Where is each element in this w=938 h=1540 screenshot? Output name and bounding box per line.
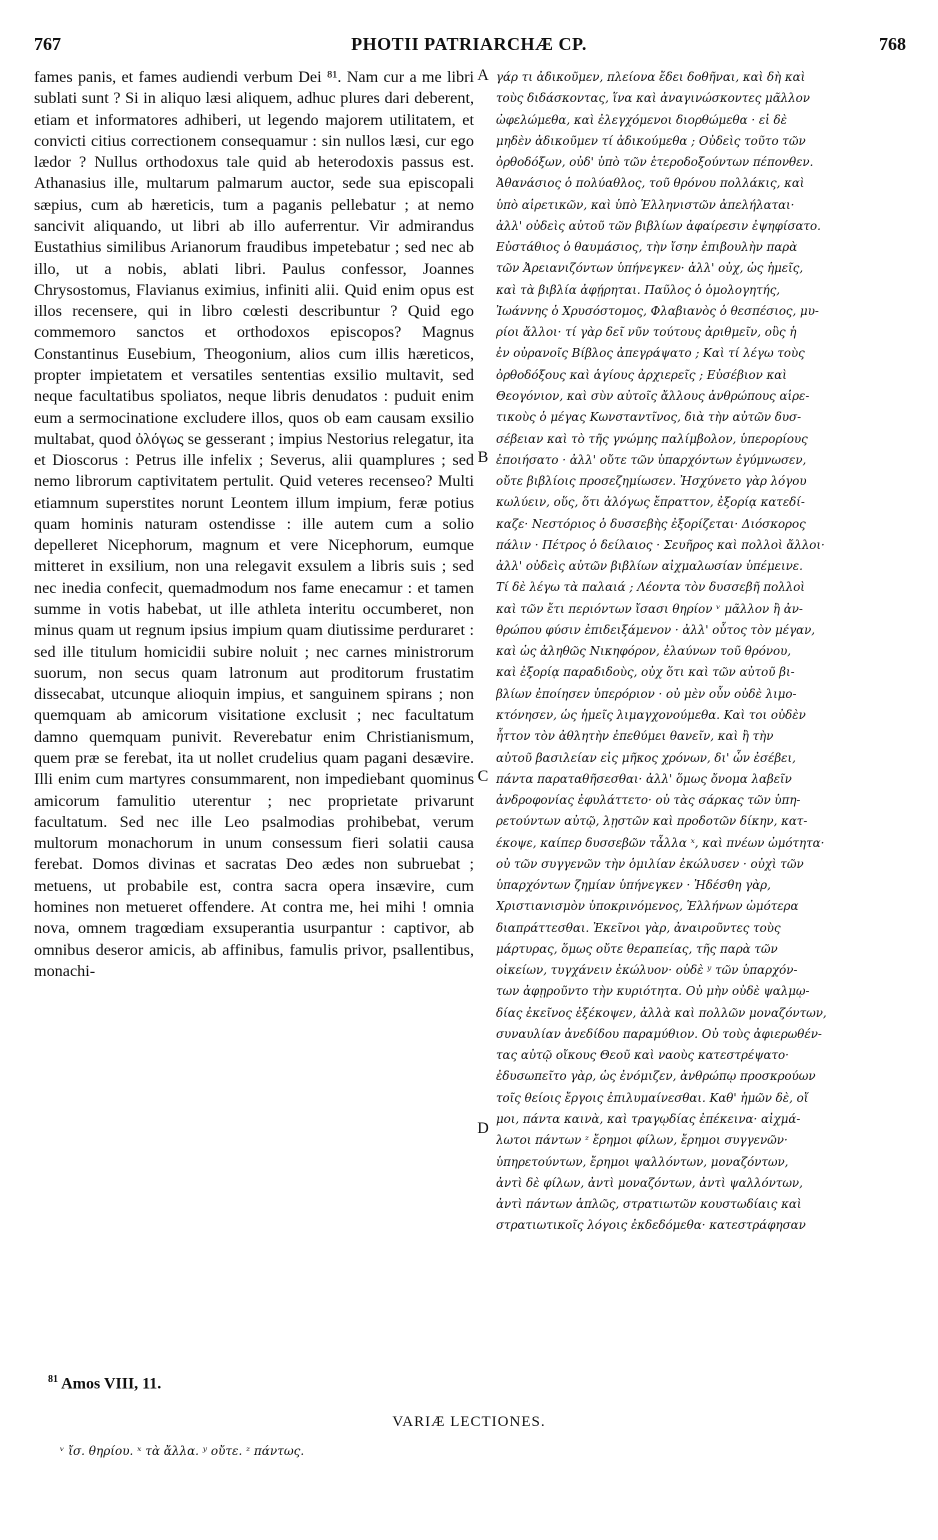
section-marker-c: C bbox=[477, 768, 489, 785]
running-title: PHOTII PATRIARCHÆ CP. bbox=[351, 34, 587, 54]
greek-column bbox=[496, 67, 910, 1237]
greek-line: πάλιν · Πέτρος ὁ δείλαιος · Σευῆρος καὶ πολλοὶ ἄλλοι· bbox=[496, 537, 825, 552]
greek-line: ρετούντων αὐτῷ, λῃστῶν καὶ προδοτῶν δίκην, κατ- bbox=[496, 814, 808, 829]
greek-line: Χριστιανισμὸν ὑποκρινόμενος, Ἑλλήνων ὠμότερα bbox=[496, 899, 799, 914]
footnote-number: 81 bbox=[48, 1374, 58, 1385]
greek-line: οὔτε βιβλίοις προσεζημίωσεν. Ἠσχύνετο γὰρ λόγου bbox=[496, 474, 807, 489]
greek-line: ὀρθοδόξων, οὐδ' ὑπὸ τῶν ἑτεροδοξούντων πέπονθεν. bbox=[496, 155, 814, 170]
variae-lectiones-title: VARIÆ LECTIONES. bbox=[392, 1414, 546, 1430]
greek-line: ὀρθοδόξους καὶ ἁγίους ἀρχιερεῖς ; Εὐσέβιον καὶ bbox=[496, 367, 787, 382]
latin-column: fames panis, et fames audiendi verbum Dei ⁸¹. Nam cur a me libri sublati sunt ? Si in aliquo læsi aliquem, adhuc plures dari deberent, etiam et informatores adhiberi, ut legendo majorem utilitatem, et convicti citius correctionem consequamur : sin nullos læsi, cur ego lædor ? Nullus orthodoxus tale quid ab heterodoxis passus est. Athanasius ille, multarum palmarum auctor, sede sua episcopali sæpius, cum ab hæreticis, tum a paganis pellebatur ; at nemo sancivit aliquando, ut libri ab illo auferrentur. Vir admirandus Eustathius similibus Arianorum fraudibus impetebatur ; sed nec ab illo, ut a nobis, ablati libri. Paulus confessor, Joannes Chrysostomus, Flavianus eximius, infiniti alii. Quid enim opus est illos recensere, qui in libro cœlesti describuntur ? Quid ego commemoro sanctos et orthodoxos episcopos? Magnus Constantinus Eusebium, Theogonium, alios cum illis hæreticos, propter impietatem et versatiles sententias exsilio multavit, sed neque facultatibus spoliatos, neque libris denudatos : puduit enim eum a sermocinatione excludere illos, quos ob eam causam exsilio multabat, quod ὀλόγως se gesserant ; impius Nestorius relegatur, ita et Dioscorus : Petrus ille infelix ; Severus, alii quamplures ; sed nemo librorum captivitatem pertulit. Quid veteres recenseo? Multi etiamnum superstites norunt Leontem illum impium, feræ potius quam hominis naturam ostendisse : ille autem cum a solio depelleret Nicephorum, magnum et vere Nicephorum, eumque mitteret in exsilium, non una relegavit exsulem a libris suis ; sed nec inedia confecit, quemadmodum nos fame enecamur : et tamen summe in votis habebat, ut ille athleta interitu occumberet, non minus quam ut regnum ipsius impium quam diutissime perduraret : sed ille titulum homicidii subire noluit ; nec carnes ministrorum suorum, non secus quam latronum aut proditorum frustatim dissecabat, utcunque alioquin impius, et sanguinem spirans ; non quemquam ab amicorum visitatione exclusit ; nec facultatum damno quemquam punivit. Reverebatur enim Christianismum, quem præ se ferebat, ita ut nollet crudelius quam pagani desævire. Illi enim cum martyres consummarent, non impediebant quominus amicorum famulitio uterentur ; nec proprietate privarunt facultatum. Sed nec ille Leo psalmodias prohibebat, verum multorum monachorum in unum consessum fieri solatii causa ferebat. Domos divinas et sacratas Deo ædes non subruebat ; metuens, ut probabile est, contra sacra opera insævire, cum homines non metueret offendere. At contra me, hei mihi ! omnia nova, omnem tragœdiam exsuperantia usurpantur : captivor, ab omnibus deseror amicis, ab affinibus, famulis privor, psallentibus, monachi- bbox=[34, 68, 474, 980]
greek-line: αὐτοῦ βασιλείαν εἰς μῆκος χρόνων, δι' ὧν ἐσέβει, bbox=[496, 750, 796, 765]
greek-line: ὑπαρχόντων ζημίαν ὑπήνεγκεν · Ἠδέσθη γὰρ, bbox=[496, 878, 771, 893]
greek-line: ἀλλ' οὐδεὶς αὐτοῦ τῶν βιβλίων ἀφαίρεσιν ἐψηφίσατο. bbox=[496, 218, 821, 233]
greek-line: οἰκείων, τυγχάνειν ἐκώλυον· οὐδὲ ʸ τῶν ὑπαρχόν- bbox=[496, 963, 798, 978]
greek-line: ὑπηρετούντων, ἔρημοι ψαλλόντων, μοναζόντων, bbox=[496, 1154, 789, 1169]
greek-line: καὶ τῶν ἔτι περιόντων ἴσασι θηρίον ᵛ μᾶλλον ἢ ἀν- bbox=[496, 601, 803, 616]
greek-line: ἀλλ' οὐδεὶς αὐτῶν βιβλίων αἰχμαλωσίαν ὑπέμεινε. bbox=[496, 559, 803, 574]
greek-line: μοι, πάντα καινὰ, καὶ τραγῳδίας ἐπέκεινα· αἰχμά- bbox=[496, 1112, 801, 1127]
section-marker-a: A bbox=[477, 67, 489, 84]
greek-line: ὑπὸ αἱρετικῶν, καὶ ὑπὸ Ἑλληνιστῶν ἀπελήλαται· bbox=[496, 197, 795, 212]
greek-line: ἐδυσωπεῖτο γὰρ, ὡς ἐνόμιζεν, ἀνθρώπῳ προσκρούων bbox=[496, 1069, 816, 1084]
greek-line: των ἀφῃροῦντο τὴν κυριότητα. Οὐ μὴν οὐδὲ ψαλμῳ- bbox=[496, 984, 810, 999]
greek-line: πάντα παραταθῆσεσθαι· ἀλλ' ὅμως ὄνομα λαβεῖν bbox=[496, 771, 792, 786]
greek-line: τῶν Ἀρειανιζόντων ὑπήνεγκεν· ἀλλ' οὐχ, ὡς ἡμεῖς, bbox=[496, 261, 804, 276]
greek-line: Ἀθανάσιος ὁ πολύαθλος, τοῦ θρόνου πολλάκις, καὶ bbox=[496, 176, 805, 191]
greek-line: ἧττον τὸν ἀθλητὴν ἐπεθύμει θανεῖν, καὶ ἢ τὴν bbox=[496, 729, 774, 744]
greek-line: διαπράττεσθαι. Ἐκεῖνοι γὰρ, ἀναιροῦντες τοὺς bbox=[496, 920, 781, 935]
greek-line: μάρτυρας, ὅμως οὔτε θεραπείας, τῆς παρὰ τῶν bbox=[496, 941, 778, 956]
greek-line: οὐ τῶν συγγενῶν τὴν ὁμιλίαν ἐκώλυσεν · οὐχὶ τῶν bbox=[496, 856, 804, 871]
greek-line: κωλύειν, οὕς, ὅτι ἀλόγως ἔπραττον, ἐξορίᾳ κατεδί- bbox=[496, 495, 805, 510]
greek-line: καζε· Νεστόριος ὁ δυσσεβὴς ἐξορίζεται· Διόσκορος bbox=[496, 516, 806, 531]
greek-line: τοὺς διδάσκοντας, ἵνα καὶ ἀναγινώσκοντες μᾶλλον bbox=[496, 91, 810, 106]
greek-line: τοῖς θείοις ἔργοις ἐπιλυμαίνεσθαι. Καθ' ἡμῶν δὲ, οἴ bbox=[496, 1090, 809, 1105]
greek-line: Τί δὲ λέγω τὰ παλαιά ; Λέοντα τὸν δυσσεβῆ πολλοὶ bbox=[496, 580, 805, 595]
greek-line: Ἰωάννης ὁ Χρυσόστομος, Φλαβιανὸς ὁ θεσπέσιος, μυ- bbox=[496, 303, 819, 318]
variae-lectiones-text: ᵛ ἴσ. θηρίου. ˣ τὰ ἄλλα. ʸ οὔτε. ᶻ πάντως. bbox=[60, 1444, 305, 1458]
greek-line: τας αὐτῷ οἴκους Θεοῦ καὶ ναοὺς κατεστρέψατο· bbox=[496, 1048, 789, 1063]
greek-line: σέβειαν καὶ τὸ τῆς γνώμης παλίμβολον, ὑπερορίους bbox=[496, 431, 808, 446]
greek-line: βλίων ἐποίησεν ὑπερόριον · οὐ μὲν οὖν οὐδὲ λιμο- bbox=[496, 686, 797, 701]
greek-line: ρίοι ἄλλοι· τί γὰρ δεῖ νῦν τούτους ἀριθμεῖν, οὓς ἡ bbox=[496, 325, 797, 340]
greek-line: ἐποιήσατο · ἀλλ' οὔτε τῶν ὑπαρχόντων ἐγύμνωσεν, bbox=[496, 452, 807, 467]
greek-line: τικοὺς ὁ μέγας Κωνσταντῖνος, διὰ τὴν αὐτῶν δυσ- bbox=[496, 410, 802, 425]
footnote bbox=[48, 1374, 161, 1393]
greek-line: καὶ τὰ βιβλία ἀφῄρηται. Παῦλος ὁ ὁμολογητής, bbox=[496, 282, 781, 297]
footnote-text: Amos VIII, 11. bbox=[61, 1375, 162, 1393]
greek-line: στρατιωτικοῖς λόγοις ἐκδεδόμεθα· κατεστράφησαν bbox=[496, 1218, 806, 1233]
greek-line: καὶ ἐξορίᾳ παραδιδοὺς, οὐχ ὅτι καὶ τῶν αὐτοῦ βι- bbox=[496, 665, 795, 680]
greek-line: ἀνδροφονίας ἐφυλάττετο· οὐ τὰς σάρκας τῶν ὑπη- bbox=[496, 793, 801, 808]
section-marker-d: D bbox=[477, 1120, 489, 1137]
greek-line: ἀντὶ δὲ φίλων, ἀντὶ μοναζόντων, ἀντὶ ψαλλόντων, bbox=[496, 1175, 803, 1190]
greek-line: δίας ἐκεῖνος ἐξέκοψεν, ἀλλὰ καὶ πολλῶν μοναζόντων, bbox=[496, 1005, 827, 1020]
greek-line: συναυλίαν ἀνεδίδου παραμύθιον. Οὐ τοὺς ἀφιερωθέν- bbox=[496, 1026, 822, 1041]
greek-line: ἀντὶ πάντων ἁπλῶς, στρατιωτῶν κουστωδίαις καὶ bbox=[496, 1197, 802, 1212]
greek-line: Εὐστάθιος ὁ θαυμάσιος, τὴν ἴσην ἐπιβουλὴν παρὰ bbox=[496, 240, 798, 255]
greek-line: γάρ τι ἀδικοῦμεν, πλείονα ἔδει δοθῆναι, καὶ δὴ καὶ bbox=[496, 70, 806, 84]
greek-line: Θεογόνιον, καὶ σὺν αὐτοῖς ἄλλους ἀνθρώπους αἱρε- bbox=[496, 388, 810, 403]
greek-line: ὠφελώμεθα, καὶ ἐλεγχόμενοι διορθώμεθα · εἰ δὲ bbox=[496, 112, 787, 127]
column-number-left: 767 bbox=[34, 34, 61, 54]
greek-line: κτόνησεν, ὡς ἡμεῖς λιμαγχονούμεθα. Καὶ τοι οὐδὲν bbox=[496, 707, 806, 722]
greek-line: ἐν οὐρανοῖς Βίβλος ἀπεγράψατο ; Καὶ τί λέγω τοὺς bbox=[496, 346, 805, 361]
greek-line: λωτοι πάντων ᶻ ἔρημοι φίλων, ἔρημοι συγγενῶν· bbox=[496, 1133, 788, 1148]
greek-line: καὶ ὡς ἀληθῶς Νικηφόρον, ἐλαύνων τοῦ θρόνου, bbox=[496, 644, 792, 659]
column-number-right: 768 bbox=[879, 34, 906, 54]
greek-line: θρώπου φύσιν ἐπιδειξάμενον · ἀλλ' οὗτος τὸν μέγαν, bbox=[496, 622, 816, 637]
greek-line: μηδὲν ἀδικοῦμεν τί ἀδικούμεθα ; Οὐδεὶς τοῦτο τῶν bbox=[496, 133, 806, 148]
greek-line: έκοψε, καίπερ δυσσεβῶν τἆλλα ˣ, καὶ πνέων ὠμότητα· bbox=[496, 835, 825, 850]
section-marker-b: B bbox=[477, 449, 489, 466]
running-header bbox=[0, 34, 938, 60]
